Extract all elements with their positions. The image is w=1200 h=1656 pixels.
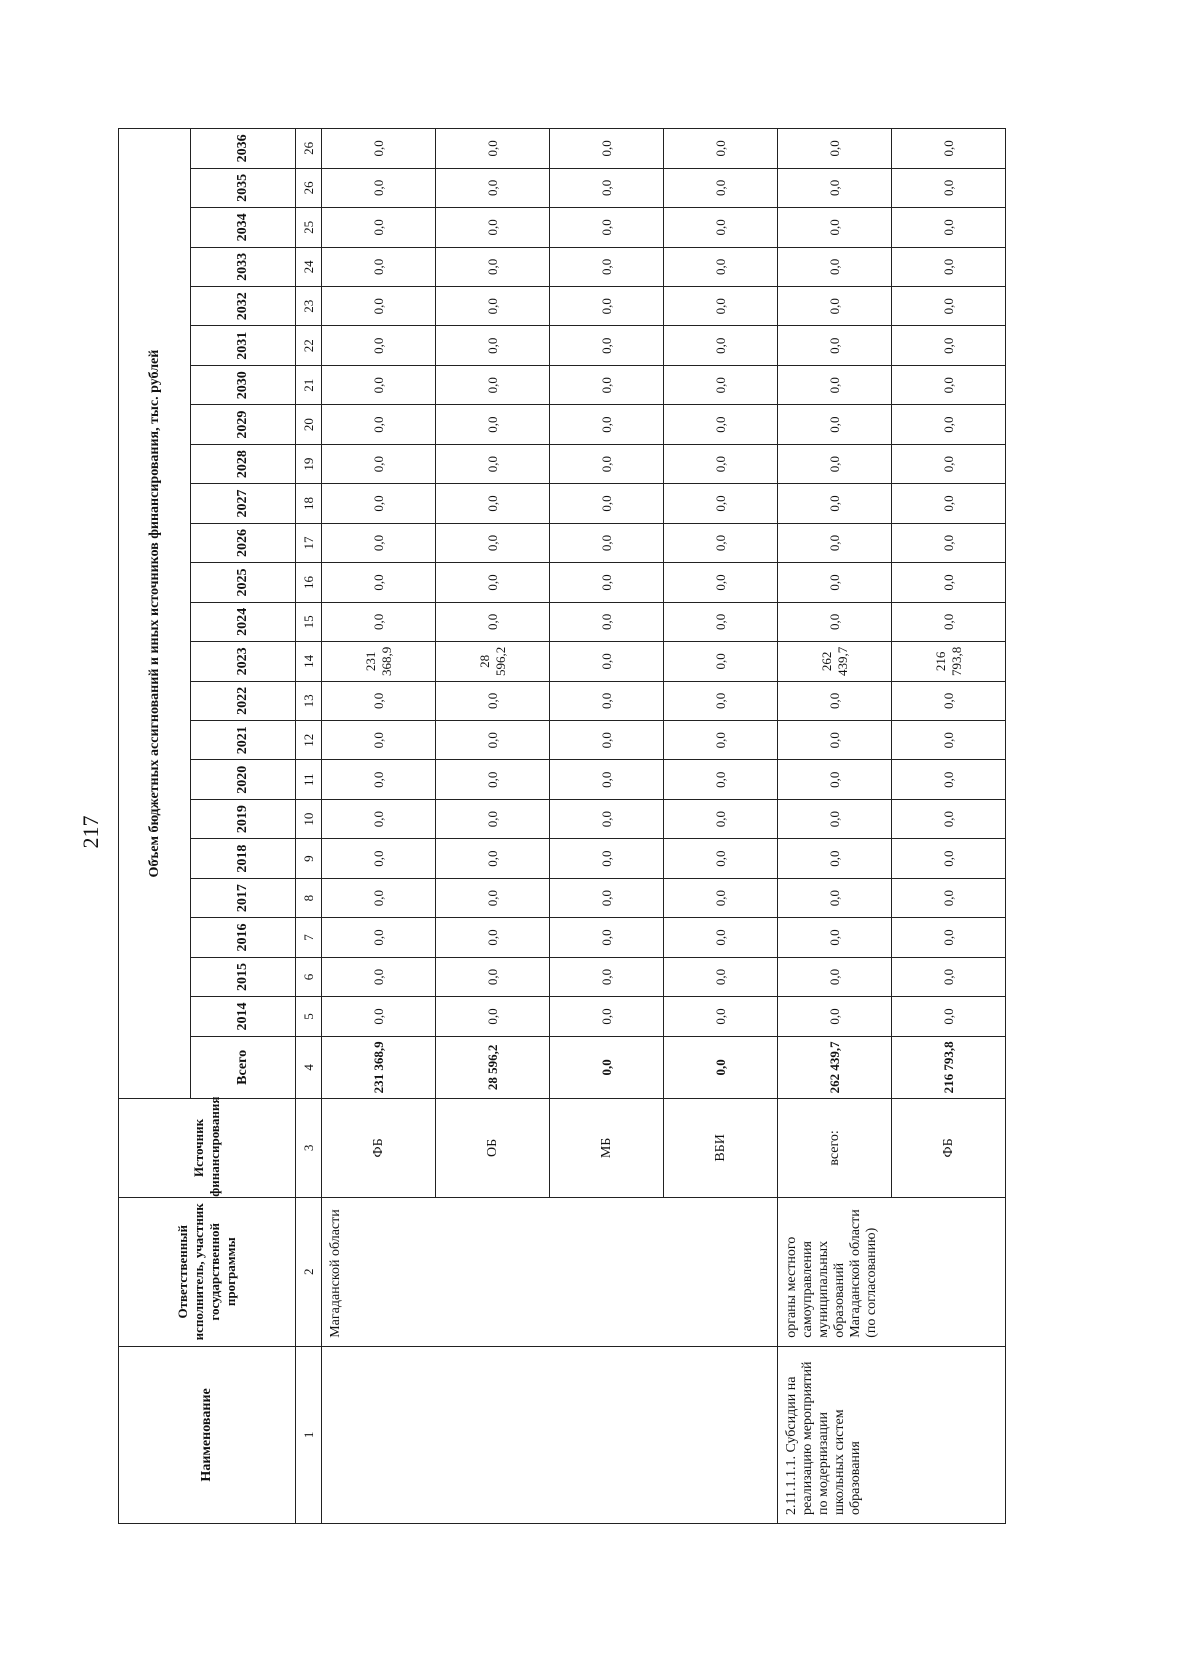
row-year-value: 0,0 [550, 523, 664, 562]
row-year-value: 0,0 [778, 839, 892, 878]
row-year-value: 0,0 [550, 721, 664, 760]
header-name: Наименование [119, 1346, 296, 1523]
row-year-value: 28 596,2 [436, 642, 550, 681]
row-year-value: 0,0 [322, 799, 436, 838]
row-year-value: 0,0 [892, 799, 1006, 838]
row-year-value: 0,0 [664, 760, 778, 799]
column-number: 20 [296, 405, 322, 444]
column-number: 19 [296, 444, 322, 483]
row-year-value: 0,0 [322, 484, 436, 523]
row-responsible: органы местного самоуправления муниципальных образований Магаданской области (по согласованию) [778, 1197, 1006, 1346]
row-name [322, 1346, 778, 1523]
header-year: 2032 [191, 287, 296, 326]
row-year-value: 0,0 [550, 405, 664, 444]
column-number: 18 [296, 484, 322, 523]
row-year-value: 0,0 [436, 168, 550, 207]
rotated-table-container [118, 128, 1028, 1524]
column-number: 5 [296, 997, 322, 1036]
row-year-value: 0,0 [322, 168, 436, 207]
column-number: 1 [296, 1346, 322, 1523]
row-year-value: 0,0 [778, 365, 892, 404]
row-year-value: 0,0 [322, 326, 436, 365]
row-year-value: 0,0 [436, 208, 550, 247]
row-year-value: 0,0 [778, 129, 892, 169]
header-year: 2016 [191, 918, 296, 957]
header-row-numbers [296, 129, 322, 1524]
column-number: 13 [296, 681, 322, 720]
header-year: 2024 [191, 602, 296, 641]
row-year-value: 0,0 [664, 208, 778, 247]
header-year: 2023 [191, 642, 296, 681]
row-year-value: 0,0 [892, 326, 1006, 365]
header-year: 2017 [191, 878, 296, 917]
row-year-value: 0,0 [436, 681, 550, 720]
row-source: ФБ [892, 1099, 1006, 1198]
column-number: 14 [296, 642, 322, 681]
column-number: 4 [296, 1036, 322, 1098]
header-year: 2018 [191, 839, 296, 878]
header-year: 2025 [191, 563, 296, 602]
row-total: 0,0 [550, 1036, 664, 1098]
row-year-value: 0,0 [892, 721, 1006, 760]
row-year-value: 0,0 [436, 602, 550, 641]
row-year-value: 0,0 [436, 129, 550, 169]
row-year-value: 0,0 [436, 287, 550, 326]
header-source: Источник финансирования [119, 1099, 296, 1198]
row-year-value: 0,0 [664, 839, 778, 878]
row-year-value: 0,0 [892, 760, 1006, 799]
row-year-value: 0,0 [550, 168, 664, 207]
row-year-value: 0,0 [778, 681, 892, 720]
row-year-value: 0,0 [436, 444, 550, 483]
row-year-value: 0,0 [892, 405, 1006, 444]
header-row-top [119, 129, 191, 1524]
column-number: 23 [296, 287, 322, 326]
row-year-value: 0,0 [550, 878, 664, 917]
column-number: 7 [296, 918, 322, 957]
row-year-value: 0,0 [778, 247, 892, 286]
row-year-value: 0,0 [322, 760, 436, 799]
row-year-value: 0,0 [436, 878, 550, 917]
row-year-value: 0,0 [778, 287, 892, 326]
row-total: 0,0 [664, 1036, 778, 1098]
row-year-value: 0,0 [892, 602, 1006, 641]
row-year-value: 0,0 [892, 523, 1006, 562]
row-year-value: 0,0 [778, 997, 892, 1036]
header-year: 2019 [191, 799, 296, 838]
row-year-value: 0,0 [778, 721, 892, 760]
row-responsible: Магаданской области [322, 1197, 778, 1346]
header-year: 2027 [191, 484, 296, 523]
row-year-value: 0,0 [664, 523, 778, 562]
column-number: 22 [296, 326, 322, 365]
header-volume: Объем бюджетных ассигнований и иных источников финансирования, тыс. рублей [119, 129, 191, 1099]
row-year-value: 0,0 [664, 129, 778, 169]
row-source: ВБИ [664, 1099, 778, 1198]
row-year-value: 0,0 [778, 444, 892, 483]
row-year-value: 0,0 [664, 365, 778, 404]
header-responsible: Ответственный исполнитель, участник государственной программы [119, 1197, 296, 1346]
row-year-value: 0,0 [778, 918, 892, 957]
row-year-value: 0,0 [436, 326, 550, 365]
financing-table [118, 128, 1006, 1524]
row-year-value: 0,0 [778, 957, 892, 996]
header-year: 2014 [191, 997, 296, 1036]
row-year-value: 231 368,9 [322, 642, 436, 681]
row-year-value: 0,0 [322, 129, 436, 169]
row-year-value: 0,0 [436, 760, 550, 799]
row-year-value: 0,0 [892, 168, 1006, 207]
row-year-value: 0,0 [892, 484, 1006, 523]
row-year-value: 0,0 [664, 287, 778, 326]
table-row [778, 129, 892, 1524]
row-year-value: 0,0 [664, 602, 778, 641]
column-number: 24 [296, 247, 322, 286]
row-year-value: 0,0 [892, 681, 1006, 720]
header-year: 2035 [191, 168, 296, 207]
row-year-value: 0,0 [436, 839, 550, 878]
row-year-value: 0,0 [322, 365, 436, 404]
row-year-value: 0,0 [550, 563, 664, 602]
header-year: 2026 [191, 523, 296, 562]
row-year-value: 0,0 [550, 839, 664, 878]
row-year-value: 0,0 [664, 444, 778, 483]
row-year-value: 0,0 [436, 997, 550, 1036]
row-year-value: 0,0 [322, 878, 436, 917]
header-year: 2029 [191, 405, 296, 444]
row-year-value: 0,0 [436, 405, 550, 444]
row-year-value: 0,0 [436, 957, 550, 996]
row-year-value: 0,0 [436, 799, 550, 838]
row-year-value: 0,0 [550, 247, 664, 286]
row-year-value: 0,0 [664, 918, 778, 957]
header-year: 2021 [191, 721, 296, 760]
row-year-value: 0,0 [892, 208, 1006, 247]
column-number: 6 [296, 957, 322, 996]
row-year-value: 0,0 [322, 997, 436, 1036]
row-year-value: 0,0 [550, 444, 664, 483]
row-year-value: 0,0 [322, 957, 436, 996]
row-year-value: 0,0 [436, 721, 550, 760]
row-year-value: 0,0 [892, 444, 1006, 483]
row-year-value: 0,0 [322, 721, 436, 760]
row-year-value: 0,0 [664, 405, 778, 444]
row-total: 262 439,7 [778, 1036, 892, 1098]
row-year-value: 0,0 [550, 129, 664, 169]
header-year: 2034 [191, 208, 296, 247]
row-year-value: 0,0 [550, 484, 664, 523]
row-total: 231 368,9 [322, 1036, 436, 1098]
row-year-value: 0,0 [892, 997, 1006, 1036]
row-year-value: 0,0 [892, 918, 1006, 957]
row-total: 216 793,8 [892, 1036, 1006, 1098]
row-year-value: 0,0 [550, 957, 664, 996]
row-year-value: 0,0 [322, 839, 436, 878]
row-year-value: 0,0 [322, 563, 436, 602]
row-year-value: 0,0 [436, 563, 550, 602]
row-year-value: 0,0 [778, 484, 892, 523]
row-year-value: 0,0 [550, 918, 664, 957]
row-year-value: 0,0 [892, 365, 1006, 404]
header-year: 2020 [191, 760, 296, 799]
column-number: 2 [296, 1197, 322, 1346]
row-year-value: 0,0 [550, 799, 664, 838]
column-number: 10 [296, 799, 322, 838]
row-source: всего: [778, 1099, 892, 1198]
row-year-value: 0,0 [436, 365, 550, 404]
row-year-value: 0,0 [322, 247, 436, 286]
row-year-value: 0,0 [664, 642, 778, 681]
row-year-value: 0,0 [778, 208, 892, 247]
column-number: 8 [296, 878, 322, 917]
row-year-value: 0,0 [778, 168, 892, 207]
row-year-value: 0,0 [778, 405, 892, 444]
row-year-value: 0,0 [892, 957, 1006, 996]
row-year-value: 0,0 [778, 602, 892, 641]
row-year-value: 0,0 [892, 287, 1006, 326]
row-year-value: 0,0 [664, 484, 778, 523]
row-year-value: 0,0 [550, 365, 664, 404]
row-year-value: 0,0 [892, 878, 1006, 917]
header-year: 2030 [191, 365, 296, 404]
row-year-value: 0,0 [322, 681, 436, 720]
row-year-value: 0,0 [892, 839, 1006, 878]
row-year-value: 0,0 [664, 168, 778, 207]
row-year-value: 0,0 [664, 681, 778, 720]
row-name: 2.11.1.1.1. Субсидии на реализацию мероприятий по модернизации школьных систем образования [778, 1346, 1006, 1523]
row-year-value: 0,0 [322, 208, 436, 247]
row-year-value: 0,0 [778, 799, 892, 838]
row-year-value: 0,0 [436, 523, 550, 562]
row-year-value: 0,0 [322, 602, 436, 641]
row-year-value: 0,0 [778, 326, 892, 365]
header-year: 2022 [191, 681, 296, 720]
column-number: 11 [296, 760, 322, 799]
row-year-value: 0,0 [436, 484, 550, 523]
row-year-value: 0,0 [436, 918, 550, 957]
row-year-value: 0,0 [892, 563, 1006, 602]
header-year: 2033 [191, 247, 296, 286]
row-year-value: 0,0 [664, 721, 778, 760]
column-number: 26 [296, 168, 322, 207]
header-year: 2028 [191, 444, 296, 483]
row-year-value: 0,0 [664, 957, 778, 996]
column-number: 26 [296, 129, 322, 169]
header-total: Всего [191, 1036, 296, 1098]
row-year-value: 0,0 [664, 997, 778, 1036]
column-number: 15 [296, 602, 322, 641]
column-number: 16 [296, 563, 322, 602]
row-year-value: 0,0 [664, 563, 778, 602]
row-year-value: 0,0 [664, 326, 778, 365]
page-number: 217 [78, 815, 103, 849]
table-body [322, 129, 1006, 1524]
row-source: ФБ [322, 1099, 436, 1198]
row-year-value: 0,0 [550, 642, 664, 681]
row-year-value: 0,0 [322, 918, 436, 957]
column-number: 25 [296, 208, 322, 247]
column-number: 12 [296, 721, 322, 760]
row-year-value: 0,0 [664, 799, 778, 838]
row-year-value: 0,0 [322, 523, 436, 562]
row-source: МБ [550, 1099, 664, 1198]
row-year-value: 0,0 [550, 326, 664, 365]
row-year-value: 216 793,8 [892, 642, 1006, 681]
row-year-value: 0,0 [892, 247, 1006, 286]
table-row [322, 129, 436, 1524]
column-number: 3 [296, 1099, 322, 1198]
row-year-value: 0,0 [322, 287, 436, 326]
row-year-value: 0,0 [436, 247, 550, 286]
row-year-value: 0,0 [778, 523, 892, 562]
row-year-value: 262 439,7 [778, 642, 892, 681]
row-year-value: 0,0 [778, 878, 892, 917]
row-year-value: 0,0 [322, 444, 436, 483]
row-year-value: 0,0 [892, 129, 1006, 169]
header-year: 2036 [191, 129, 296, 169]
row-year-value: 0,0 [550, 997, 664, 1036]
row-year-value: 0,0 [550, 602, 664, 641]
header-year: 2031 [191, 326, 296, 365]
header-year: 2015 [191, 957, 296, 996]
row-year-value: 0,0 [664, 878, 778, 917]
row-year-value: 0,0 [664, 247, 778, 286]
row-total: 28 596,2 [436, 1036, 550, 1098]
row-year-value: 0,0 [550, 208, 664, 247]
row-year-value: 0,0 [550, 287, 664, 326]
column-number: 17 [296, 523, 322, 562]
row-source: ОБ [436, 1099, 550, 1198]
row-year-value: 0,0 [550, 681, 664, 720]
row-year-value: 0,0 [550, 760, 664, 799]
column-number: 21 [296, 365, 322, 404]
row-year-value: 0,0 [778, 760, 892, 799]
row-year-value: 0,0 [322, 405, 436, 444]
column-number: 9 [296, 839, 322, 878]
row-year-value: 0,0 [778, 563, 892, 602]
